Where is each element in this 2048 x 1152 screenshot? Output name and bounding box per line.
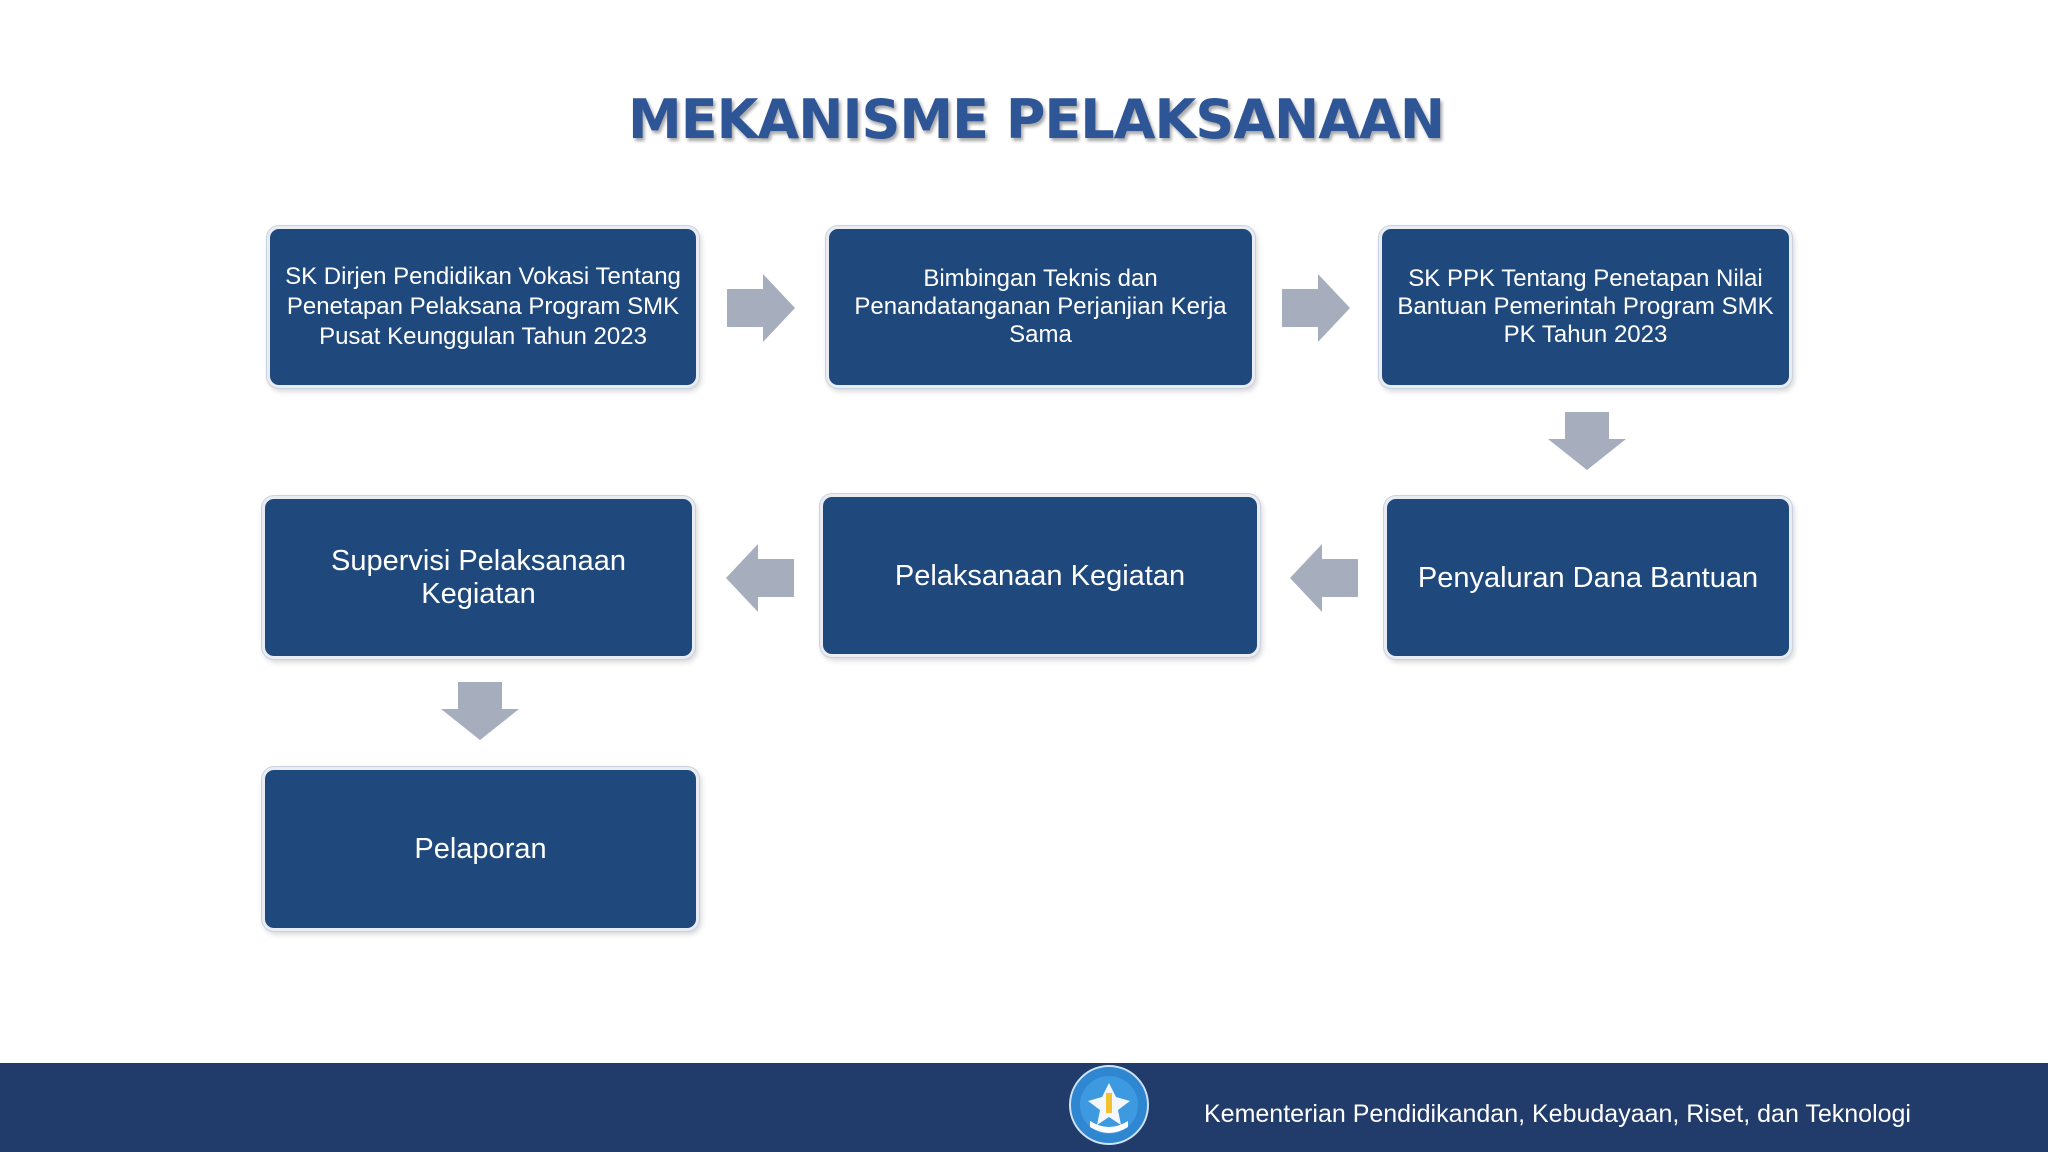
step-sk-ppk <box>1379 226 1792 388</box>
arrow-right-icon <box>727 274 795 342</box>
arrow-right-icon <box>1282 274 1350 342</box>
arrow-down-icon <box>1548 412 1626 470</box>
step-bimbingan-teknis <box>826 226 1255 388</box>
footer-ministry-text: Kementerian Pendidikandan, Kebudayaan, Riset, dan Teknologi <box>1204 1100 1911 1128</box>
step-label: SK Dirjen Pendidikan Vokasi Tentang Penetapan Pelaksana Program SMK Pusat Keunggulan Tahun 2023 <box>285 263 681 350</box>
arrow-down-icon <box>441 682 519 740</box>
step-sk-dirjen <box>267 226 699 388</box>
step-label: Supervisi Pelaksanaan Kegiatan <box>330 544 626 610</box>
step-label: Pelaporan <box>414 833 547 865</box>
page-title: MEKANISME PELAKSANAAN <box>627 88 1445 151</box>
step-pelaksanaan-kegiatan <box>820 494 1260 657</box>
arrow-left-icon <box>726 544 794 612</box>
step-label: Penyaluran Dana Bantuan <box>1417 561 1759 594</box>
arrow-left-icon <box>1290 544 1358 612</box>
step-supervisi <box>262 496 695 659</box>
step-label: SK PPK Tentang Penetapan Nilai Bantuan Pemerintah Program SMK PK Tahun 2023 <box>1397 265 1774 348</box>
step-label: Bimbingan Teknis dan Penandatanganan Perjanjian Kerja Sama <box>854 265 1227 348</box>
step-pelaporan <box>262 767 699 931</box>
step-label: Pelaksanaan Kegiatan <box>894 559 1186 592</box>
step-penyaluran-dana <box>1384 496 1792 659</box>
tut-wuri-handayani-logo-icon <box>1068 1063 1150 1147</box>
